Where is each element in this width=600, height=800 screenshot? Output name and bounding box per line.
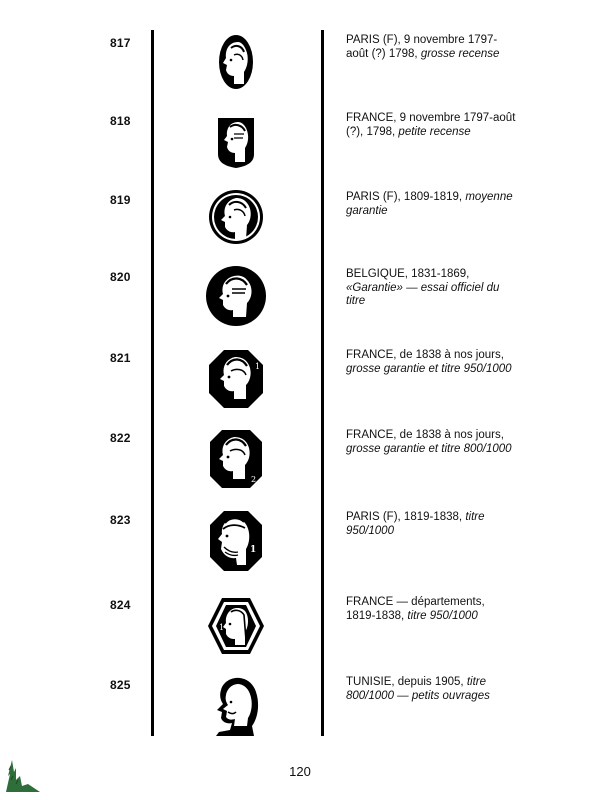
octagonal-head-mark-icon — [204, 347, 268, 411]
hallmark-entry — [0, 509, 600, 589]
entry-description — [346, 676, 516, 703]
entry-number: 819 — [110, 193, 131, 207]
entry-italic-text: moyenne garantie — [346, 191, 513, 217]
mark-digit: 2 — [251, 475, 257, 484]
entry-description — [346, 511, 516, 538]
entry-italic-text: grosse recense — [420, 47, 500, 60]
round-helmeted-head-mark-icon — [204, 189, 268, 253]
hallmark-entry — [0, 427, 600, 507]
octagonal-head-mark-icon — [204, 427, 268, 491]
african-head-mark-icon — [204, 674, 268, 738]
entry-text: BELGIQUE, 1831-1869, — [346, 268, 470, 280]
entry-description — [346, 349, 516, 376]
entry-number: 817 — [110, 36, 131, 50]
shield-helmeted-head-mark-icon — [204, 110, 268, 174]
entry-number: 821 — [110, 351, 131, 365]
round-helmeted-head-mark-icon — [204, 264, 268, 328]
hallmark-entry — [0, 110, 600, 190]
oval-helmeted-head-mark-icon — [204, 32, 268, 96]
hallmark-entry — [0, 32, 600, 112]
entry-italic-text: petite recense — [398, 125, 471, 138]
entry-description — [346, 429, 516, 456]
hallmark-entry — [0, 266, 600, 346]
entry-italic-text: grosse garantie et titre 800/1000 — [346, 442, 512, 455]
entry-italic-text: «Garantie» — essai officiel du titre — [346, 281, 500, 307]
entry-number: 825 — [110, 678, 131, 692]
entry-description — [346, 596, 516, 623]
entry-text: FRANCE — départements, 1819-1838, — [346, 596, 485, 622]
hallmark-entry — [0, 594, 600, 674]
entry-italic-text: titre 800/1000 — petits ouvrages — [346, 676, 490, 702]
entry-number: 822 — [110, 431, 131, 445]
octagonal-bearded-head-mark-icon — [204, 509, 268, 573]
entry-text: PARIS (F), 1809-1819, — [346, 191, 466, 203]
entry-text: PARIS (F), 9 novembre 1797-août (?) 1798, — [346, 34, 498, 60]
entry-text: PARIS (F), 1819-1838, — [346, 511, 466, 523]
mark-digit: 1 — [255, 362, 261, 371]
mark-digit: 1 — [250, 545, 257, 555]
entry-italic-text: titre 950/1000 — [346, 511, 485, 537]
entry-text: FRANCE, de 1838 à nos jours, — [346, 349, 504, 361]
page-number: 120 — [289, 764, 311, 779]
entry-text: FRANCE, de 1838 à nos jours, — [346, 429, 504, 441]
entry-description — [346, 191, 516, 218]
entry-number: 818 — [110, 114, 131, 128]
hallmark-entry — [0, 189, 600, 269]
entry-text: FRANCE, 9 novembre 1797-août (?), 1798, — [346, 112, 516, 138]
entry-description — [346, 268, 516, 309]
hallmark-entry — [0, 674, 600, 754]
entry-italic-text: titre 950/1000 — [407, 609, 478, 622]
entry-italic-text: grosse garantie et titre 950/1000 — [346, 362, 512, 375]
hallmark-entry — [0, 347, 600, 427]
entry-number: 824 — [110, 598, 131, 612]
tree-logo-icon — [2, 754, 42, 794]
entry-number: 823 — [110, 513, 131, 527]
entry-description — [346, 34, 516, 61]
mark-digit: 1 — [219, 623, 225, 632]
hexagonal-veiled-head-mark-icon — [204, 594, 268, 658]
entry-text: TUNISIE, depuis 1905, — [346, 676, 467, 688]
entry-number: 820 — [110, 270, 131, 284]
entry-description — [346, 112, 516, 139]
